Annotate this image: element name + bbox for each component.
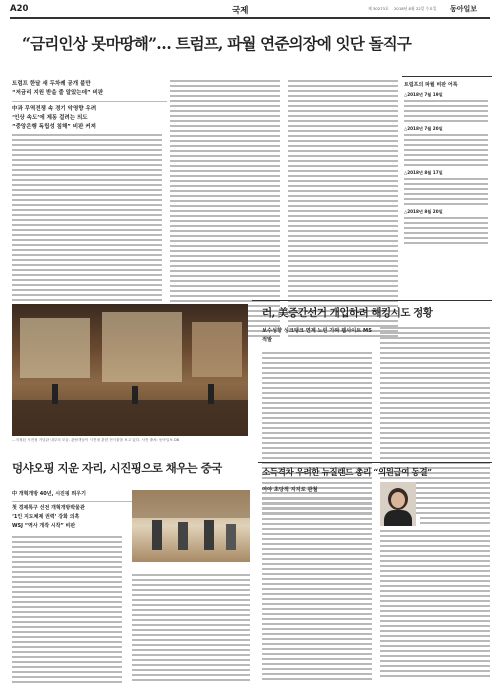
nz-body-col2a	[420, 482, 490, 527]
china-subhead-1: 中 개혁개방 40년, 시진핑 띄우기	[12, 491, 86, 497]
russia-top-rule	[252, 300, 492, 301]
russia-headline: 러, 美증간선거 개입하려 해킹시도 정황	[262, 307, 433, 319]
photo-caption: …지정된 시진핑 기념관 내부의 모습. 관람객들이 시진핑 관련 전시물을 보고 있다. 사진 출처: 동아일보 DB	[12, 438, 180, 442]
china-subhead-2: 첫 경제특구 선전 개혁개방박물관	[12, 504, 85, 511]
kicker-4: ‘인상 속도’에 제동 걸려는 의도	[12, 114, 88, 121]
sidebar-item-2: △2018년 7월 20일	[404, 126, 443, 131]
section-label: 국제	[232, 6, 249, 16]
masthead	[10, 4, 490, 16]
page-number: A20	[10, 4, 29, 14]
lead-kickers	[12, 80, 167, 132]
china-body-col2	[132, 574, 250, 684]
masthead-rule	[10, 17, 490, 19]
nz-body-col2	[380, 530, 490, 680]
kicker-1: 트럼프 한달 새 두차례 공개 불만	[12, 81, 91, 87]
museum-photo	[12, 304, 248, 436]
lead-body-col2	[170, 80, 280, 340]
issue-date: 2018년 8월 22일 수요일	[394, 6, 437, 11]
quote-sidebar	[402, 76, 492, 292]
sidebar-item-1: △2018년 7월 19일	[404, 92, 443, 97]
sidebar-item-3: △2018년 8월 17일	[404, 170, 443, 175]
russia-subhead: 보수성향 싱크탱크 연계 노린 가짜 웹사이트 MS 적발	[262, 328, 372, 343]
china-headline: 덩샤오핑 지운 자리, 시진핑으로 채우는 중국	[12, 461, 222, 475]
nz-body-col1	[262, 498, 372, 683]
kicker-3: 中과 무역전쟁 속 경기 악영향 우려	[12, 105, 97, 112]
meeting-photo	[132, 490, 250, 562]
china-subhead-3: ‘1인 지도체제 권력’ 강화 의혹	[12, 513, 80, 520]
china-body-col1	[12, 536, 122, 686]
nz-portrait	[380, 482, 416, 526]
issue-number: 제 30273호	[368, 6, 389, 11]
lead-body-col3	[288, 80, 398, 340]
china-subheads	[12, 490, 132, 531]
nz-subhead: 여야 초당적 지지로 관철	[262, 487, 318, 493]
nz-top-rule	[258, 462, 492, 463]
kicker-2: “저금리 지원 받을 줄 알았는데” 비판	[12, 90, 104, 96]
china-subhead-4: WSJ “역사 개작 시작” 비판	[12, 522, 76, 529]
kicker-5: “중앙은행 독립성 침해” 비판 커져	[12, 123, 96, 130]
newspaper-name: 동아일보	[450, 4, 478, 13]
lead-headline: “금리인상 못마땅해”… 트럼프, 파월 연준의장에 잇단 돌직구	[22, 34, 412, 53]
sidebar-item-4: △2018년 8월 20일	[404, 209, 443, 214]
nz-headline: 소득격차 우려한 뉴질랜드 총리 “의원급여 동결”	[262, 468, 432, 478]
sidebar-title: 트럼프의 파월 비판 어록	[404, 82, 458, 88]
